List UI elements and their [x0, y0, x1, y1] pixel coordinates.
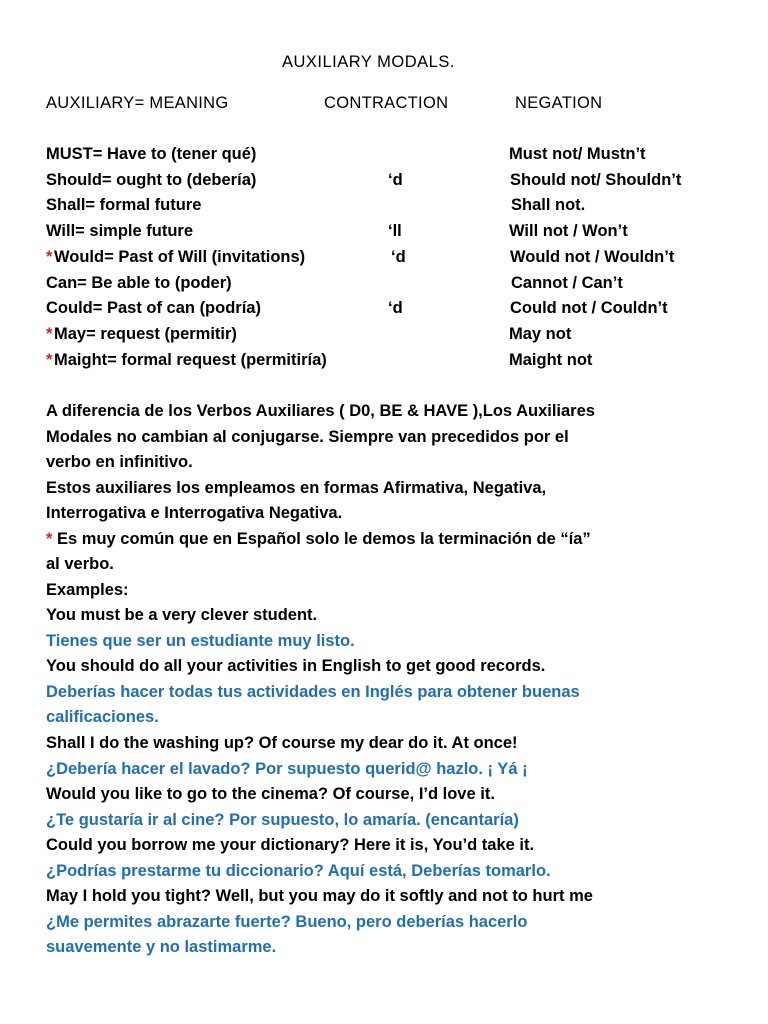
header-contraction: CONTRACTION: [324, 94, 449, 112]
example-spanish: Tienes que ser un estudiante muy listo.: [46, 632, 355, 650]
modal-negation: Could not / Couldn’t: [510, 299, 668, 317]
example-spanish: ¿Te gustaría ir al cine? Por supuesto, lo amaría. (encantaría): [46, 811, 519, 829]
modal-negation: May not: [509, 325, 572, 343]
modal-meaning: MUST= Have to (tener qué): [46, 145, 257, 163]
paragraph-line: Estos auxiliares los empleamos en formas Afirmativa, Negativa,: [46, 479, 547, 497]
example-english: Shall I do the washing up? Of course my dear do it. At once!: [46, 734, 518, 752]
modal-negation: Should not/ Shouldn’t: [510, 171, 682, 189]
example-english: Would you like to go to the cinema? Of course, I’d love it.: [46, 785, 495, 803]
example-spanish: suavemente y no lastimarme.: [46, 938, 277, 956]
modal-row-will: [0, 221, 768, 245]
modal-contraction: ‘d: [388, 299, 403, 317]
modal-row-shall: [0, 195, 768, 219]
modal-star: *: [46, 351, 53, 369]
note-line: [46, 529, 591, 549]
example-spanish: ¿Me permites abrazarte fuerte? Bueno, pero deberías hacerlo: [46, 913, 528, 931]
modal-star: *: [46, 325, 53, 343]
example-english: Could you borrow me your dictionary? Here it is, You’d take it.: [46, 836, 535, 854]
example-spanish: Deberías hacer todas tus actividades en Inglés para obtener buenas: [46, 683, 580, 701]
note-text: Es muy común que en Español solo le demos la terminación de “ía”: [52, 530, 591, 548]
modal-row-should: [0, 170, 768, 194]
modal-row-must: [0, 144, 768, 168]
header-negation: NEGATION: [515, 94, 603, 112]
paragraph-line: Modales no cambian al conjugarse. Siempre van precedidos por el: [46, 428, 569, 446]
paragraph-line: verbo en infinitivo.: [46, 453, 193, 471]
document-title: AUXILIARY MODALS.: [282, 53, 455, 71]
example-english: You must be a very clever student.: [46, 606, 318, 624]
modal-negation: Maight not: [509, 351, 593, 369]
paragraph-line: Interrogativa e Interrogativa Negativa.: [46, 504, 343, 522]
modal-row-maight: [0, 350, 768, 374]
modal-meaning: Could= Past of can (podría): [46, 299, 261, 317]
example-spanish: ¿Debería hacer el lavado? Por supuesto querid@ hazlo. ¡ Yá ¡: [46, 760, 528, 778]
modal-row-could: [0, 298, 768, 322]
examples-label: Examples:: [46, 581, 129, 599]
header-meaning: AUXILIARY= MEANING: [46, 94, 229, 112]
modal-meaning: Can= Be able to (poder): [46, 274, 232, 292]
note-star: *: [46, 530, 53, 548]
modal-meaning: Would= Past of Will (invitations): [54, 248, 306, 266]
example-english: May I hold you tight? Well, but you may do it softly and not to hurt me: [46, 887, 593, 905]
modal-negation: Must not/ Mustn’t: [509, 145, 646, 163]
modal-meaning: Maight= formal request (permitiría): [54, 351, 327, 369]
modal-row-would: [0, 247, 768, 271]
modal-meaning: May= request (permitir): [54, 325, 237, 343]
example-spanish: ¿Podrías prestarme tu diccionario? Aquí está, Deberías tomarlo.: [46, 862, 551, 880]
modal-negation: Cannot / Can’t: [511, 274, 623, 292]
modal-negation: Will not / Won’t: [509, 222, 628, 240]
modal-negation: Shall not.: [511, 196, 586, 214]
modal-row-may: [0, 324, 768, 348]
modal-star: *: [46, 248, 53, 266]
modal-contraction: ‘d: [388, 171, 403, 189]
modal-row-can: [0, 273, 768, 297]
example-spanish: calificaciones.: [46, 708, 159, 726]
modal-contraction: ‘ll: [388, 222, 402, 240]
modal-meaning: Should= ought to (debería): [46, 171, 257, 189]
example-english: You should do all your activities in English to get good records.: [46, 657, 546, 675]
modal-meaning: Will= simple future: [46, 222, 194, 240]
note-line: al verbo.: [46, 555, 114, 573]
modal-contraction: ‘d: [391, 248, 406, 266]
paragraph-line: A diferencia de los Verbos Auxiliares ( D0, BE & HAVE ),Los Auxiliares: [46, 402, 595, 420]
modal-meaning: Shall= formal future: [46, 196, 202, 214]
modal-negation: Would not / Wouldn’t: [510, 248, 675, 266]
